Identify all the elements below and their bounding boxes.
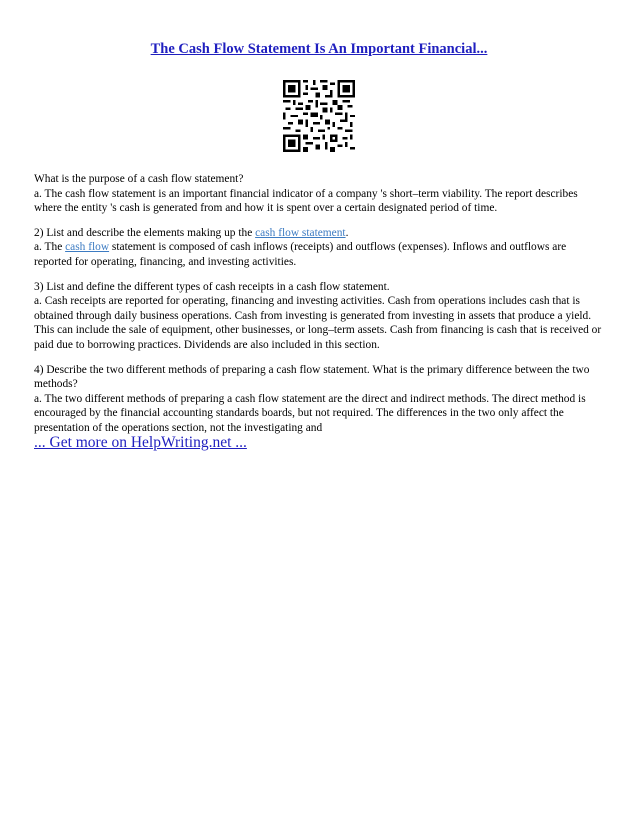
document-body: [34, 172, 606, 446]
question-2-text: 2) List and describe the elements making up the: [34, 226, 256, 239]
cash-flow-link[interactable]: cash flow: [65, 241, 110, 254]
section-2: [34, 226, 606, 270]
answer-3: a. Cash receipts are reported for operating, financing and investing activities. Cash from operations includes cash that is obtained through daily business operations. Cash from investing is generated from investing in assets that produce a yield. This can include the sale of equipment, other businesses, or long–term assets. Cash from financing is cash that is received or paid due to borrowing practices. Dividends are also included in this section.: [34, 295, 602, 351]
cash-flow-statement-link[interactable]: cash flow statement: [255, 226, 346, 239]
question-3: 3) List and define the different types of cash receipts in a cash flow statement.: [34, 280, 390, 293]
section-4: [34, 363, 606, 436]
answer-2-rest: statement is composed of cash inflows (receipts) and outflows (expenses). Inflows and outflows are reported for operating, financing, and investing activities.: [34, 241, 567, 268]
document-title-link[interactable]: The Cash Flow Statement Is An Important Financial...: [150, 41, 488, 57]
qr-code-icon: [283, 80, 355, 152]
get-more-link[interactable]: ... Get more on HelpWriting.net ...: [34, 434, 247, 451]
section-3: [34, 280, 606, 353]
section-1: [34, 172, 606, 216]
answer-2-text: a. The: [34, 241, 66, 254]
question-4: 4) Describe the two different methods of preparing a cash flow statement. What is the primary difference between the two methods?: [34, 363, 590, 391]
question-1: What is the purpose of a cash flow statement?: [34, 173, 244, 185]
answer-4: a. The two different methods of preparing a cash flow statement are the direct and indirect methods. The direct method is encouraged by the financial accounting standards boards, but not required. The differences in the two only affect the presentation of the operations section, not the investigating and: [34, 392, 586, 434]
answer-1: a. The cash flow statement is an important financial indicator of a company 's short–term viability. The report describes where the entity 's cash is generated from and how it is spent over a certain designated period of time.: [34, 187, 578, 215]
question-2-end: .: [345, 226, 349, 239]
